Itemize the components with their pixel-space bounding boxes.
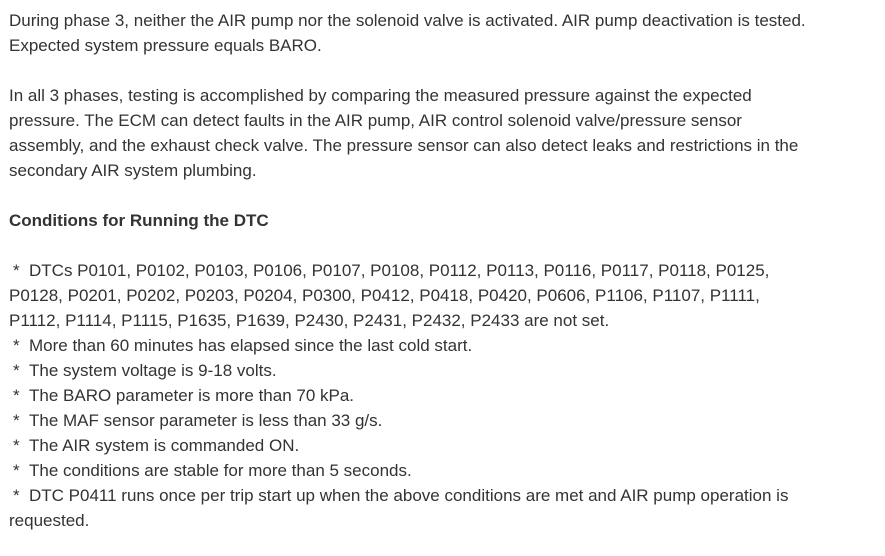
bullet-marker: *: [13, 486, 20, 505]
list-item: [9, 433, 809, 458]
condition-text: DTC P0411 runs once per trip start up when the above conditions are met and AIR pump operation is requested.: [9, 486, 789, 530]
list-item: [9, 483, 809, 533]
bullet-marker: *: [13, 386, 20, 405]
condition-text: The BARO parameter is more than 70 kPa.: [29, 386, 355, 405]
bullet-marker: *: [13, 261, 20, 280]
conditions-list: [9, 258, 809, 533]
bullet-marker: *: [13, 461, 20, 480]
condition-text: The system voltage is 9-18 volts.: [29, 361, 277, 380]
paragraph-spacer: [9, 183, 809, 208]
paragraph-all-phases: In all 3 phases, testing is accomplished by comparing the measured pressure against the expected pressure. The ECM can detect faults in the AIR pump, AIR control solenoid valve/pressure sensor assembly, and the exhaust check valve. The pressure sensor can also detect leaks and restrictions in the secondary AIR system plumbing.: [9, 86, 799, 180]
document-body: [9, 8, 809, 533]
list-item: [9, 333, 809, 358]
bullet-marker: *: [13, 411, 20, 430]
list-item: [9, 383, 809, 408]
condition-text: More than 60 minutes has elapsed since the last cold start.: [29, 336, 473, 355]
condition-text: DTCs P0101, P0102, P0103, P0106, P0107, P0108, P0112, P0113, P0116, P0117, P0118, P0125, P0128, P0201, P0202, P0203, P0204, P0300, P0412, P0418, P0420, P0606, P1106, P1107, P1111, P1112, P1114, P1115, P1635, P1639, P2430, P2431, P2432, P2433 are not set.: [9, 261, 770, 330]
condition-text: The AIR system is commanded ON.: [29, 436, 300, 455]
condition-text: The MAF sensor parameter is less than 33 g/s.: [29, 411, 383, 430]
bullet-marker: *: [13, 361, 20, 380]
list-item: [9, 258, 809, 333]
condition-text: The conditions are stable for more than 5 seconds.: [29, 461, 412, 480]
list-item: [9, 358, 809, 383]
bullet-marker: *: [13, 436, 20, 455]
list-item: [9, 458, 809, 483]
list-item: [9, 408, 809, 433]
paragraph-spacer: [9, 233, 809, 258]
paragraph-phase-3: During phase 3, neither the AIR pump nor the solenoid valve is activated. AIR pump deactivation is tested. Expected system pressure equals BARO.: [9, 11, 806, 55]
bullet-marker: *: [13, 336, 20, 355]
section-heading: Conditions for Running the DTC: [9, 211, 269, 230]
paragraph-spacer: [9, 58, 809, 83]
